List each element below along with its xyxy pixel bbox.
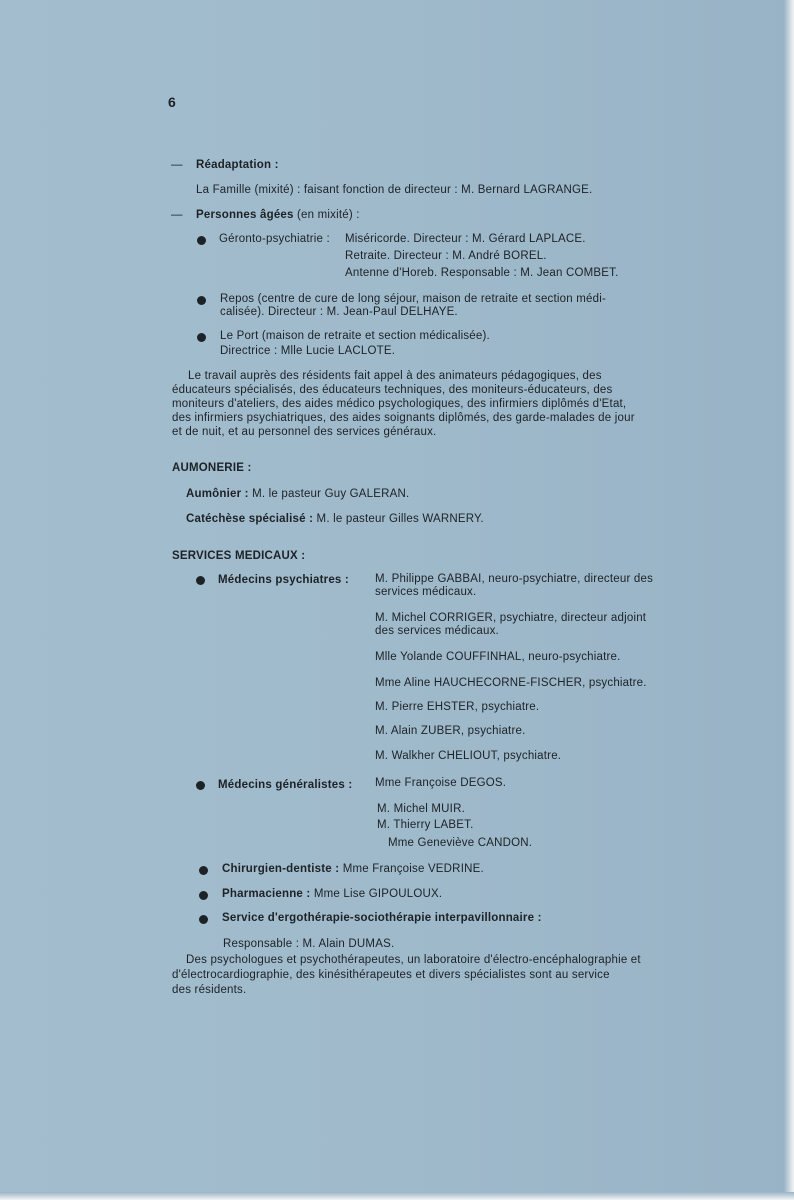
services-medicaux-heading: SERVICES MEDICAUX :: [172, 550, 306, 562]
aumonerie-heading: AUMONERIE :: [172, 462, 252, 474]
pharmacienne-value: Mme Lise GIPOULOUX.: [313, 888, 443, 900]
repos-line-1: Repos (centre de cure de long séjour, maison de retraite et section médi-: [220, 293, 606, 305]
dentiste-line: [222, 862, 484, 876]
dash-marker: —: [171, 159, 183, 171]
generaliste-entry: M. Michel MUIR.: [377, 803, 465, 815]
dentiste-value: Mme Françoise VEDRINE.: [342, 863, 484, 875]
bullet-icon: [199, 866, 208, 875]
psychiatre-entry: Mme Aline HAUCHECORNE-FISCHER, psychiatre.: [375, 677, 647, 689]
dentiste-label: Chirurgien-dentiste :: [222, 863, 340, 875]
page-edge-bottom: [0, 1192, 794, 1200]
psychiatre-entry: services médicaux.: [375, 586, 477, 598]
psychiatre-entry: M. Alain ZUBER, psychiatre.: [375, 725, 526, 737]
psychiatre-entry: M. Walkher CHELIOUT, psychiatre.: [375, 750, 562, 762]
port-line-1: Le Port (maison de retraite et section médicalisée).: [220, 330, 490, 342]
pharmacienne-label: Pharmacienne :: [222, 888, 311, 900]
personnes-agees-heading: Personnes âgées: [196, 209, 294, 221]
page-edge-right: [784, 0, 794, 1200]
generalistes-label: Médecins généralistes :: [218, 779, 353, 791]
closing-line: des résidents.: [172, 984, 247, 996]
bullet-icon: [199, 891, 208, 900]
page-number: 6: [168, 94, 176, 110]
psychiatres-label: Médecins psychiatres :: [218, 574, 349, 586]
repos-line-2: calisée). Directeur : M. Jean-Paul DELHAYE.: [220, 306, 458, 318]
geronto-line-2: Retraite. Directeur : M. André BOREL.: [345, 250, 547, 262]
catechese-value: M. le pasteur Gilles WARNERY.: [316, 513, 484, 525]
travail-line: des infirmiers psychiatriques, des aides soignants diplômés, des garde-malades de jour: [172, 412, 635, 424]
ergo-responsable: Responsable : M. Alain DUMAS.: [223, 938, 395, 950]
bullet-icon: [196, 781, 205, 790]
psychiatre-entry: M. Philippe GABBAI, neuro-psychiatre, directeur des: [375, 573, 654, 585]
aumonier-value: M. le pasteur Guy GALERAN.: [252, 488, 410, 500]
travail-line: Le travail auprès des résidents fait appel à des animateurs pédagogiques, des: [188, 370, 602, 382]
travail-line: et de nuit, et au personnel des services généraux.: [172, 426, 437, 438]
bullet-icon: [197, 333, 206, 342]
geronto-line-3: Antenne d'Horeb. Responsable : M. Jean COMBET.: [345, 267, 619, 279]
psychiatre-entry: M. Michel CORRIGER, psychiatre, directeur adjoint: [375, 612, 647, 624]
ergo-label: Service d'ergothérapie-sociothérapie interpavillonnaire :: [222, 912, 542, 924]
psychiatre-entry: des services médicaux.: [375, 625, 499, 637]
bullet-icon: [196, 576, 205, 585]
closing-line: Des psychologues et psychothérapeutes, un laboratoire d'électro-encéphalographie et: [186, 954, 641, 966]
dash-marker: —: [171, 209, 183, 221]
port-line-2: Directrice : Mlle Lucie LACLOTE.: [220, 345, 396, 357]
aumonier-line: [186, 487, 409, 501]
generaliste-entry: Mme Geneviève CANDON.: [388, 837, 533, 849]
travail-line: moniteurs d'ateliers, des aides médico psychologiques, des infirmiers diplômés d'Etat,: [172, 398, 627, 410]
aumonier-label: Aumônier :: [186, 488, 249, 500]
geronto-label: Géronto-psychiatrie :: [219, 233, 330, 245]
catechese-label: Catéchèse spécialisé :: [186, 513, 314, 525]
psychiatre-entry: M. Pierre EHSTER, psychiatre.: [375, 701, 540, 713]
readaptation-heading: Réadaptation :: [196, 159, 279, 171]
bullet-icon: [199, 915, 208, 924]
geronto-line-1: Miséricorde. Directeur : M. Gérard LAPLACE.: [345, 233, 586, 245]
generaliste-entry: M. Thierry LABET.: [377, 819, 474, 831]
closing-line: d'électrocardiographie, des kinésithérapeutes et divers spécialistes sont au service: [172, 969, 610, 981]
personnes-agees-suffix: (en mixité) :: [297, 209, 360, 221]
pharmacienne-line: [222, 887, 442, 901]
bullet-icon: [197, 296, 206, 305]
travail-line: éducateurs spécialisés, des éducateurs techniques, des moniteurs-éducateurs, des: [172, 384, 613, 396]
psychiatre-entry: Mlle Yolande COUFFINHAL, neuro-psychiatre.: [375, 651, 621, 663]
generaliste-entry: Mme Françoise DEGOS.: [375, 777, 507, 789]
bullet-icon: [197, 236, 206, 245]
catechese-line: [186, 512, 484, 526]
readaptation-line: La Famille (mixité) : faisant fonction de directeur : M. Bernard LAGRANGE.: [196, 184, 593, 196]
personnes-agees-heading-line: [196, 208, 360, 222]
